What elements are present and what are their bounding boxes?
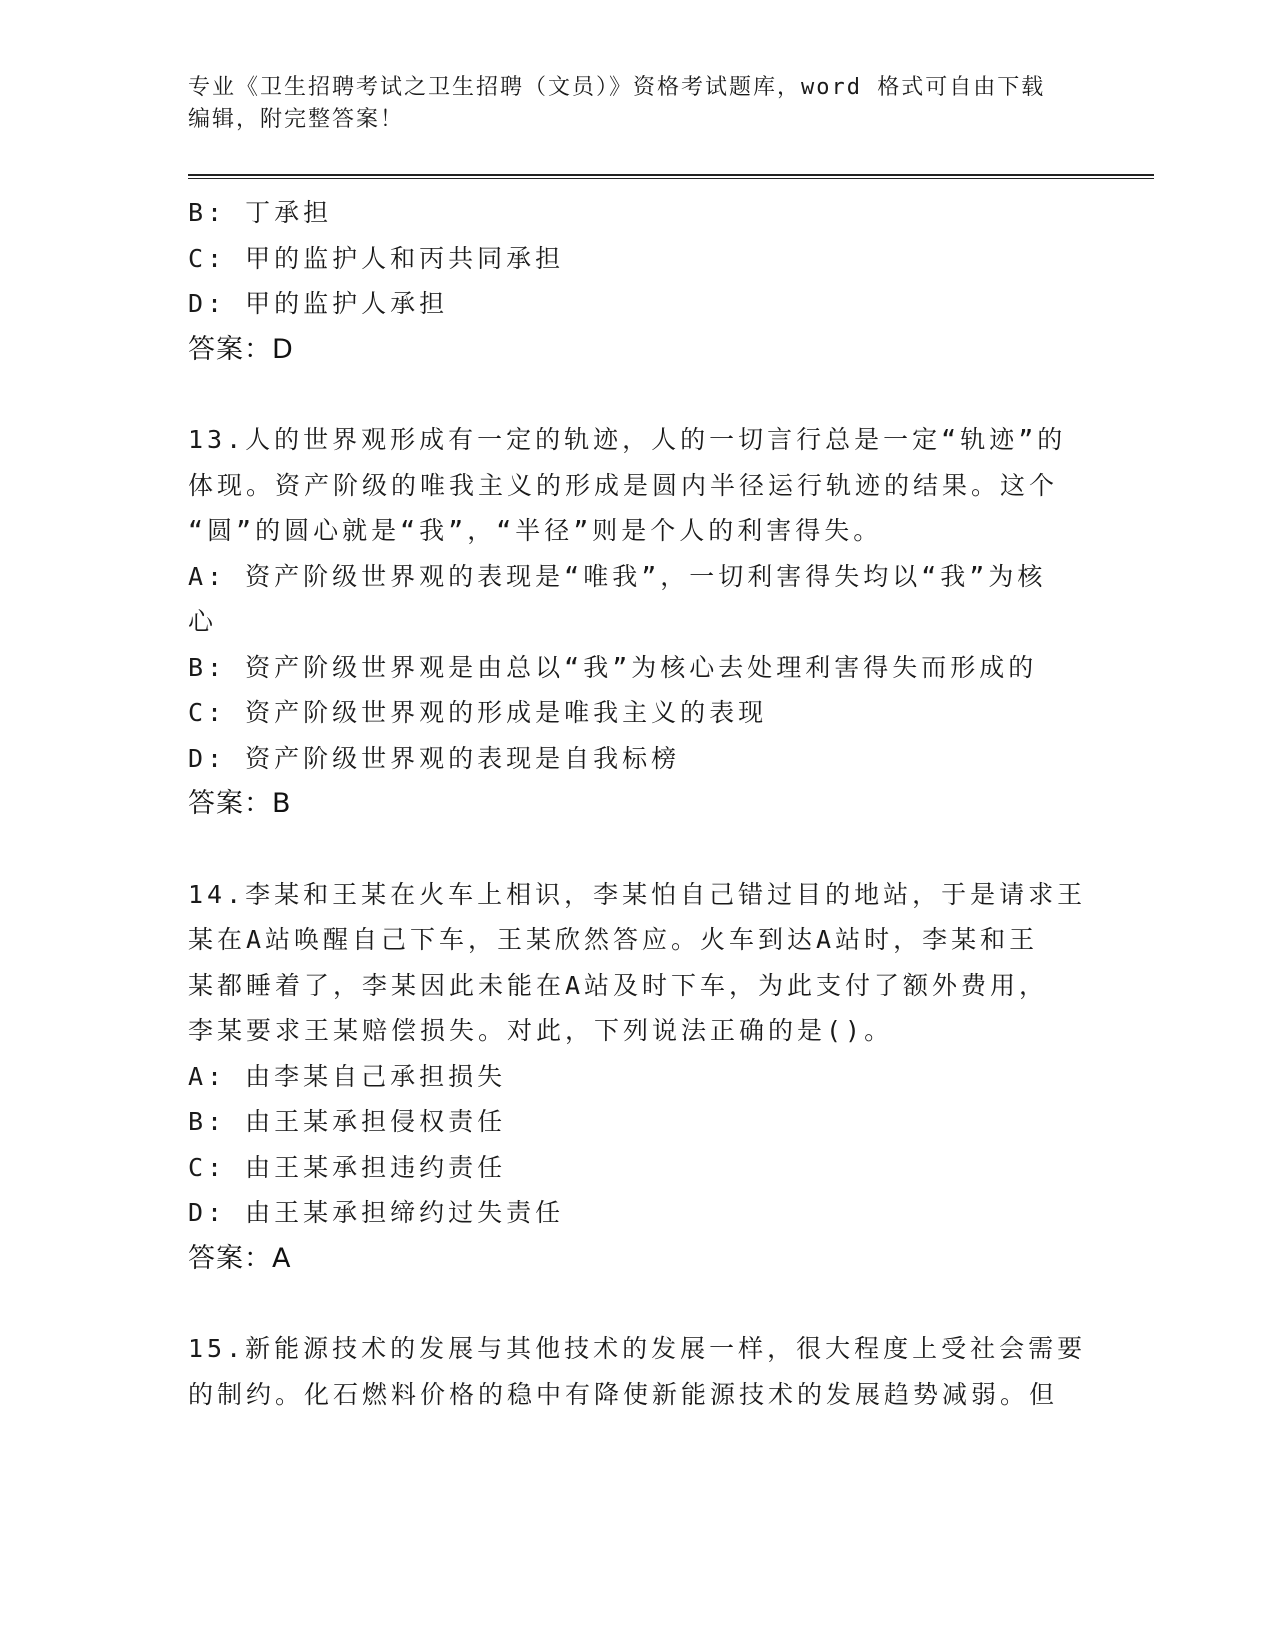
option-a: A: 资产阶级世界观的表现是“唯我”，一切利害得失均以“我”为核 [188, 561, 1047, 591]
header-line-1: 专业《卫生招聘考试之卫生招聘（文员）》资格考试题库，word 格式可自由下载 [188, 75, 1046, 100]
document-body [188, 190, 1088, 1417]
option-a: A: 由李某自己承担损失 [188, 1061, 507, 1091]
answer: 答案：D [188, 333, 294, 365]
option-d: D: 甲的监护人承担 [188, 289, 449, 318]
option-c: C: 资产阶级世界观的形成是唯我主义的表现 [188, 698, 768, 727]
question-12-tail [188, 190, 1088, 372]
page-header [188, 72, 1068, 136]
question-15 [188, 1326, 1088, 1417]
option-c: C: 甲的监护人和丙共同承担 [188, 243, 565, 273]
question-stem-line: 某都睡着了，李某因此未能在A站及时下车，为此支付了额外费用， [188, 970, 1049, 1000]
option-b: B: 由王某承担侵权责任 [188, 1107, 507, 1136]
option-d: D: 由王某承担缔约过失责任 [188, 1198, 565, 1227]
question-stem-line: 的制约。化石燃料价格的稳中有降使新能源技术的发展趋势减弱。但 [188, 1379, 1059, 1409]
question-14 [188, 872, 1088, 1282]
option-c: C: 由王某承担违约责任 [188, 1152, 507, 1182]
question-stem-line: 某在A站唤醒自己下车，王某欣然答应。火车到达A站时，李某和王 [188, 925, 1039, 954]
option-a-continued: 心 [188, 607, 218, 636]
question-stem-line: 李某要求王某赔偿损失。对此，下列说法正确的是()。 [188, 1016, 894, 1045]
question-stem-line: 13.人的世界观形成有一定的轨迹，人的一切言行总是一定“轨迹”的 [188, 425, 1067, 454]
answer: 答案：A [188, 1242, 292, 1274]
question-stem-line: 15.新能源技术的发展与其他技术的发展一样，很大程度上受社会需要 [188, 1334, 1087, 1363]
answer: 答案：B [188, 788, 292, 819]
option-d: D: 资产阶级世界观的表现是自我标榜 [188, 743, 681, 773]
header-line-2: 编辑，附完整答案！ [188, 107, 405, 132]
question-13 [188, 417, 1088, 827]
header-divider [188, 174, 1154, 179]
option-b: B: 资产阶级世界观是由总以“我”为核心去处理利害得失而形成的 [188, 652, 1038, 682]
question-stem-line: “圆”的圆心就是“我”，“半径”则是个人的利害得失。 [188, 516, 883, 545]
option-b: B: 丁承担 [188, 198, 333, 227]
question-stem-line: 14.李某和王某在火车上相识，李某怕自己错过目的地站，于是请求王 [188, 879, 1087, 909]
question-stem-line: 体现。资产阶级的唯我主义的形成是圆内半径运行轨迹的结果。这个 [188, 470, 1059, 500]
